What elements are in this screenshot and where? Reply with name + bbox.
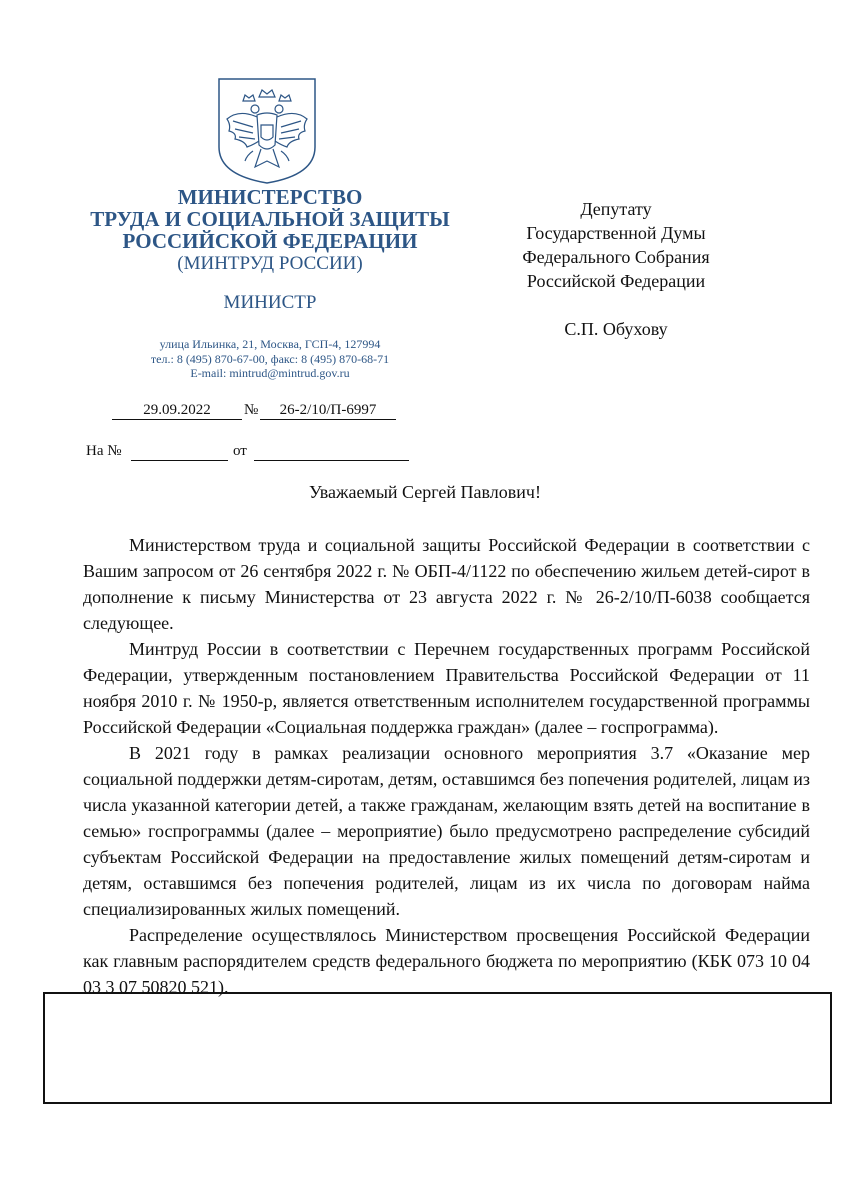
letter-paragraph: В 2021 году в рамках реализации основного мероприятия 3.7 «Оказание мер социальной поддержки детям-сиротам, детям, оставшимся без попечения родителей, лицам из числа указанной категории детей, а также гражданам, желающим взять детей на воспитание в семью» госпрограммы (далее – мероприятие) было предусмотрено распределение субсидий субъектам Российской Федерации на предоставление жилых помещений детям-сиротам и детям, оставшимся без попечения родителей, лицам из их числа по договорам найма специализированных жилых помещений.	[83, 743, 810, 919]
addressee-name: С.П. Обухову	[564, 319, 668, 339]
reference-number-label: На №	[86, 443, 122, 459]
highlight-box	[43, 992, 832, 1104]
letter-paragraph: Министерством труда и социальной защиты Российской Федерации в соответствии с Вашим запросом от 26 сентября 2022 г. № ОБП-4/1122 по обеспечению жильем детей-сирот в дополнение к письму Министерства от 23 августа 2022 г. № 26-2/10/П-6038 сообщается следующее.	[83, 535, 810, 633]
addressee-line: Федерального Собрания	[522, 247, 710, 267]
letter-body	[83, 532, 810, 1000]
ministry-address: улица Ильинка, 21, Москва, ГСП-4, 127994	[159, 337, 381, 351]
russian-coat-of-arms-icon	[217, 75, 317, 185]
addressee-line: Государственной Думы	[526, 223, 706, 243]
reference-date-label: от	[233, 443, 247, 459]
registration-number: 26-2/10/П-6997	[260, 402, 396, 420]
ministry-name	[70, 186, 470, 276]
ministry-contacts	[70, 337, 470, 381]
addressee-line: Депутату	[580, 199, 652, 219]
registration-date: 29.09.2022	[112, 402, 242, 420]
addressee-line: Российской Федерации	[526, 271, 706, 291]
registration-number-label: №	[244, 402, 259, 418]
salutation: Уважаемый Сергей Павлович!	[309, 482, 541, 502]
letter-paragraph: Минтруд России в соответствии с Перечнем государственных программ Российской Федерации, утвержденным постановлением Правительства Российской Федерации от 11 ноября 2010 г. № 1950-р, является ответственным исполнителем государственной программы Российской Федерации «Социальная поддержка граждан» (далее – госпрограмма).	[83, 639, 810, 737]
letter-paragraph: Распределение осуществлялось Министерством просвещения Российской Федерации как главным распорядителем средств федерального бюджета по мероприятию (КБК 073 10 04 03 3 07 50820 521).	[83, 925, 810, 997]
reference-number-line	[131, 460, 228, 461]
ministry-line-1: МИНИСТЕРСТВО	[177, 185, 363, 209]
ministry-line-3: РОССИЙСКОЙ ФЕДЕРАЦИИ	[122, 229, 418, 253]
minister-title: МИНИСТР	[223, 292, 317, 313]
addressee-block	[496, 197, 736, 341]
ministry-phones: тел.: 8 (495) 870-67-00, факс: 8 (495) 870-68-71	[150, 351, 390, 366]
ministry-line-2: ТРУДА И СОЦИАЛЬНОЙ ЗАЩИТЫ	[90, 207, 450, 231]
ministry-short-name: (МИНТРУД РОССИИ)	[177, 253, 363, 274]
reference-date-line	[254, 460, 409, 461]
ministry-email: E-mail: mintrud@mintrud.gov.ru	[190, 366, 350, 380]
